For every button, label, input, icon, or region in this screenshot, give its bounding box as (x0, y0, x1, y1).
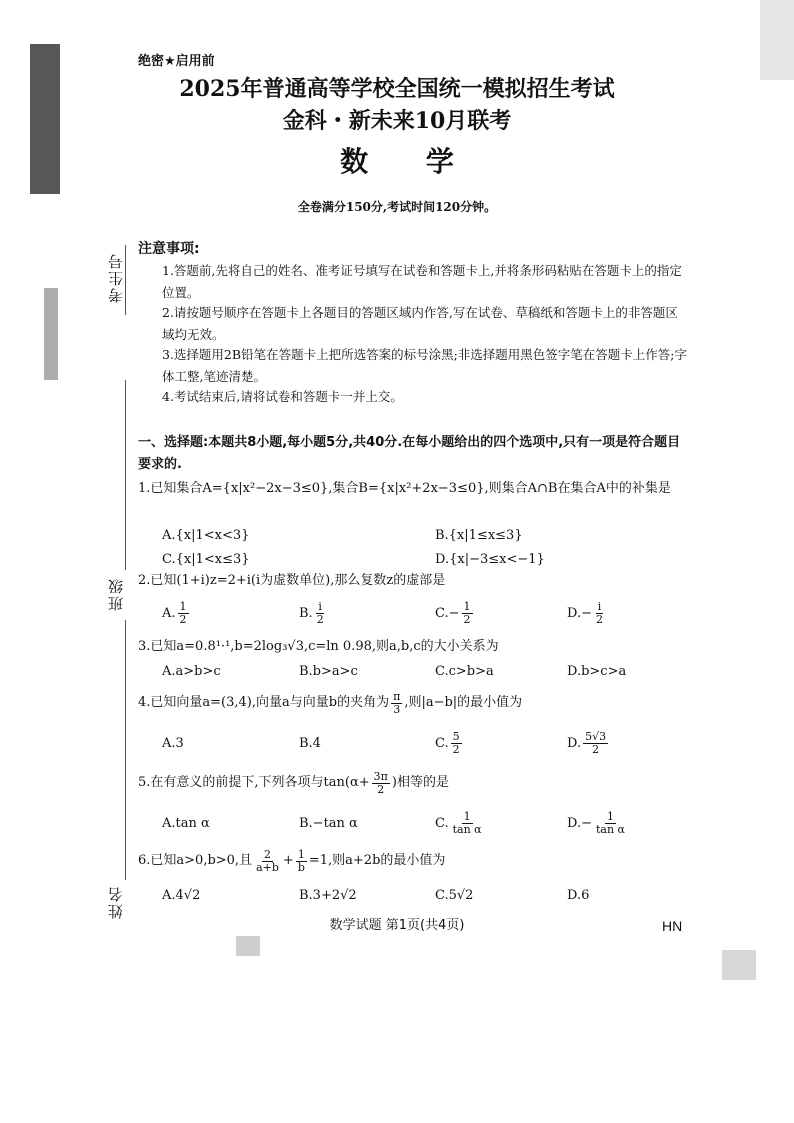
scan-artifact-bottom-right (722, 950, 756, 980)
question-2-option-d[interactable]: D.− $\frac{i}{2}$ (567, 599, 603, 626)
question-2-option-a[interactable]: A. $\frac{1}{2}$ (162, 599, 187, 626)
fraction: $\frac{5}{2}$ (452, 729, 460, 756)
binding-line-1 (125, 245, 126, 315)
fraction: $\frac{1}{\text{tan α}}$ (452, 809, 482, 836)
question-1-option-d[interactable]: D.{x|−3≤x<−1} (435, 551, 545, 567)
question-4-option-a[interactable]: A.3 (162, 735, 184, 751)
note-item-4: 4.考试结束后,请将试卷和答题卡一并上交。 (162, 389, 403, 404)
question-5-options (162, 808, 692, 838)
question-6-option-d[interactable]: D.6 (567, 887, 590, 903)
fraction: $\frac{1}{2}$ (179, 599, 187, 626)
question-2-options (162, 598, 692, 628)
exam-title: 2025年普通高等学校全国统一模拟招生考试 (179, 76, 615, 102)
question-4-stem: 4.已知向量a=(3,4),向量a与向量b的夹角为 $\frac{\pi}{3}$ ,则|a−b|的最小值为 (138, 689, 523, 716)
question-5-stem: 5.在有意义的前提下,下列各项与tan(α+ $\frac{3\pi}{2}$ )相等的是 (138, 769, 449, 796)
page-footer: 数学试题 第1页(共4页) (329, 918, 465, 933)
fraction: $\frac{1}{2}$ (463, 599, 471, 626)
question-4-options (162, 728, 692, 758)
question-6-option-c[interactable]: C.5√2 (435, 887, 474, 903)
question-3-option-b[interactable]: B.b>a>c (299, 663, 358, 679)
question-6-stem: 6.已知a>0,b>0,且 $\frac{2}{a+b}$ + $\frac{1}{b}$ =1,则a+2b的最小值为 (138, 847, 446, 874)
question-3-options (162, 656, 692, 686)
fraction: $\frac{\pi}{3}$ (393, 689, 401, 716)
question-1-option-c[interactable]: C.{x|1<x≤3} (162, 551, 250, 567)
question-6-option-a[interactable]: A.4√2 (162, 887, 201, 903)
notes-heading: 注意事项: (138, 241, 200, 257)
question-6-option-b[interactable]: B.3+2√2 (299, 887, 357, 903)
question-2-option-c[interactable]: C.− $\frac{1}{2}$ (435, 599, 471, 626)
confidential-label: 绝密★启用前 (138, 54, 215, 69)
question-5-option-b[interactable]: B.−tan α (299, 815, 358, 831)
question-5-option-a[interactable]: A.tan α (162, 815, 210, 831)
exam-info: 全卷满分150分,考试时间120分钟。 (297, 200, 497, 214)
region-code: HN (662, 918, 683, 934)
fraction: $\frac{i}{2}$ (595, 599, 603, 626)
question-2-stem: 2.已知(1+i)z=2+i(i为虚数单位),那么复数z的虚部是 (138, 573, 446, 588)
question-1-option-a[interactable]: A.{x|1<x<3} (162, 527, 250, 543)
question-6-options (162, 880, 692, 910)
binding-line-2 (125, 380, 126, 570)
subject-title: 数 学 (340, 145, 478, 178)
note-item-3: 3.选择题用2B铅笔在答题卡上把所选答案的标号涂黑;非选择题用黑色签字笔在答题卡上作答;字体工整,笔迹清楚。 (162, 347, 687, 384)
side-label-name: 姓名 (107, 885, 125, 919)
side-label-class: 班级 (107, 577, 125, 611)
question-4-option-b[interactable]: B.4 (299, 735, 321, 751)
section-heading: 一、选择题:本题共8小题,每小题5分,共40分.在每小题给出的四个选项中,只有一项是符合题目要求的. (138, 435, 681, 472)
scan-artifact-left-mid (44, 288, 58, 380)
fraction: $\frac{1}{b}$ (297, 847, 305, 874)
scan-artifact-bottom-center (236, 936, 260, 956)
question-2-option-b[interactable]: B. $\frac{i}{2}$ (299, 599, 324, 626)
question-5-option-c[interactable]: C. $\frac{1}{\text{tan α}}$ (435, 809, 482, 836)
question-1-stem: 1.已知集合A={x|x²−2x−3≤0},集合B={x|x²+2x−3≤0},则集合A∩B在集合A中的补集是 (138, 481, 671, 496)
fraction: $\frac{3\pi}{2}$ (373, 769, 388, 796)
scan-artifact-top-right (760, 0, 794, 80)
question-4-option-c[interactable]: C. $\frac{5}{2}$ (435, 729, 460, 756)
binding-line-3 (125, 620, 126, 880)
note-item-2: 2.请按题号顺序在答题卡上各题目的答题区域内作答,写在试卷、草稿纸和答题卡上的非答题区域均无效。 (162, 305, 678, 342)
fraction: $\frac{i}{2}$ (316, 599, 324, 626)
question-3-option-a[interactable]: A.a>b>c (162, 663, 221, 679)
question-4-option-d[interactable]: D. $\frac{5√3}{2}$ (567, 729, 607, 756)
fraction: $\frac{5√3}{2}$ (585, 729, 607, 756)
question-5-option-d[interactable]: D.− $\frac{1}{\text{tan α}}$ (567, 809, 625, 836)
question-1-option-b[interactable]: B.{x|1≤x≤3} (435, 527, 523, 543)
question-3-option-d[interactable]: D.b>c>a (567, 663, 627, 679)
note-item-1: 1.答题前,先将自己的姓名、准考证号填写在试卷和答题卡上,并将条形码粘贴在答题卡上的指定位置。 (162, 263, 682, 300)
question-3-option-c[interactable]: C.c>b>a (435, 663, 494, 679)
fraction: $\frac{1}{\text{tan α}}$ (595, 809, 625, 836)
side-label-exam-id: 考生号 (107, 252, 125, 303)
question-3-stem: 3.已知a=0.8¹·¹,b=2log₃√3,c=ln 0.98,则a,b,c的大小关系为 (138, 639, 499, 654)
exam-subtitle: 金科・新未来10月联考 (282, 108, 512, 134)
fraction: $\frac{2}{a+b}$ (256, 847, 279, 874)
